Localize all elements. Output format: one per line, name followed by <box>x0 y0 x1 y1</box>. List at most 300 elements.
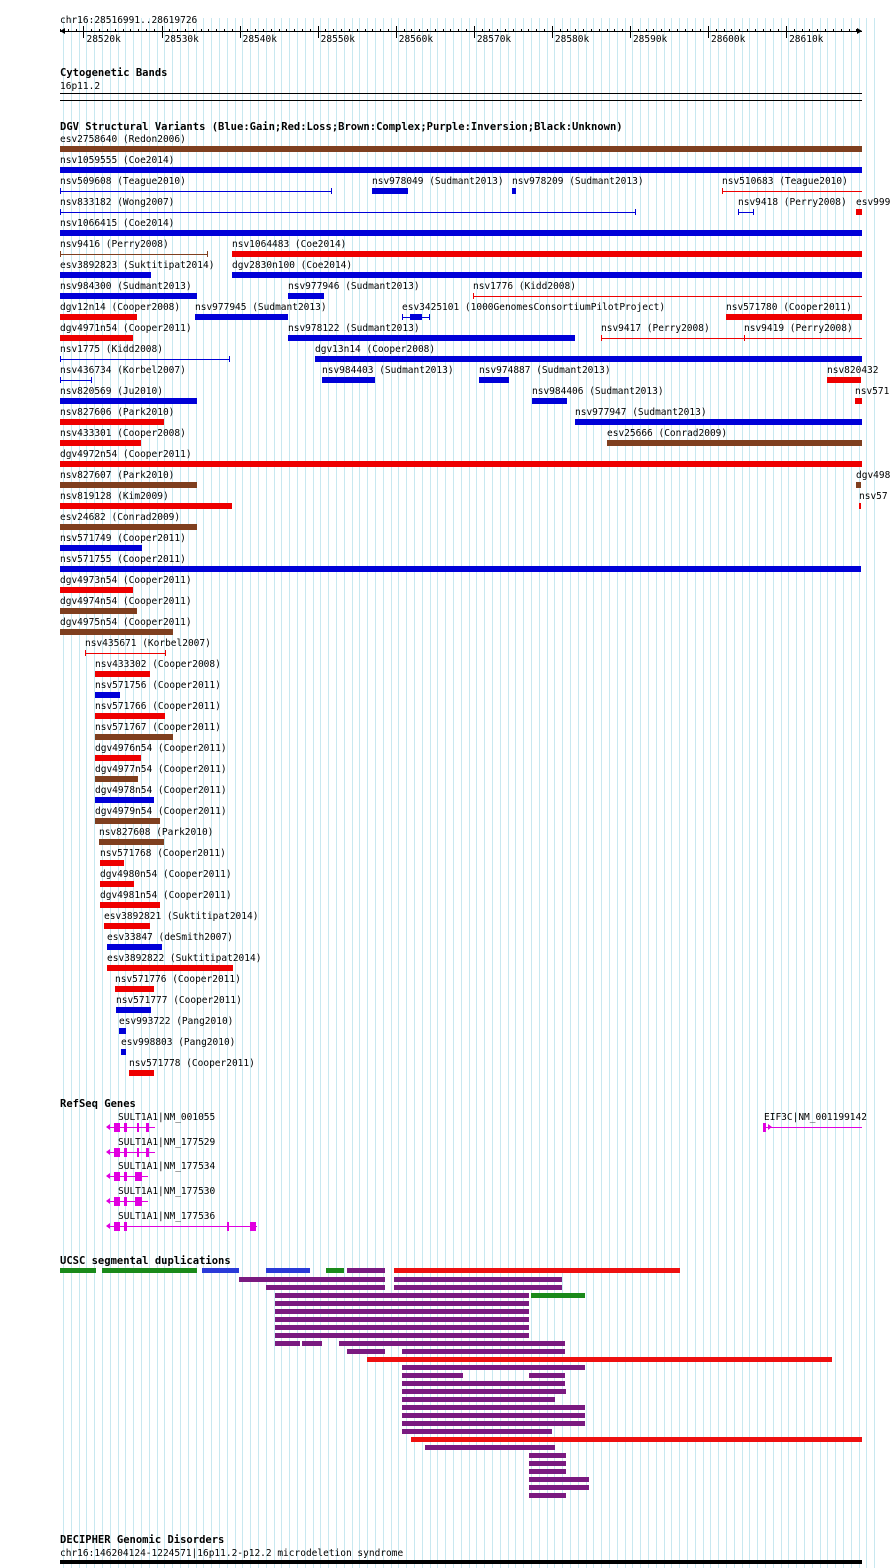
dgv-feature-label[interactable]: nsv571756 (Cooper2011) <box>95 680 221 691</box>
dgv-feature-label[interactable]: nsv827606 (Park2010) <box>60 407 175 418</box>
dgv-feature-label[interactable]: dgv2830n100 (Coe2014) <box>232 260 353 271</box>
grid-line <box>79 18 80 1568</box>
dgv-feature-bar[interactable] <box>726 314 862 320</box>
refseq-strand-arrow-left-icon <box>106 1223 110 1229</box>
segdup-blue[interactable] <box>266 1268 310 1273</box>
dgv-feature-line[interactable] <box>60 359 229 360</box>
dgv-feature-label[interactable]: dgv4980n54 (Cooper2011) <box>100 869 232 880</box>
dgv-feature-label[interactable]: dgv13n14 (Cooper2008) <box>315 344 436 355</box>
dgv-feature-label[interactable]: esv33847 (deSmith2007) <box>107 932 233 943</box>
dgv-feature-bar[interactable] <box>60 272 151 278</box>
dgv-feature-bar[interactable] <box>121 1049 126 1055</box>
ruler-tick-label: 28560k <box>398 34 434 45</box>
segdup-purple[interactable] <box>275 1333 529 1338</box>
refseq-gene-exon[interactable] <box>114 1172 120 1181</box>
ruler-minor-tick <box>388 29 389 32</box>
segdup-purple[interactable] <box>275 1325 529 1330</box>
dgv-feature-label[interactable]: nsv977945 (Sudmant2013) <box>195 302 327 313</box>
refseq-gene-exon[interactable] <box>114 1222 120 1231</box>
dgv-feature-label[interactable]: nsv978049 (Sudmant2013) <box>372 176 504 187</box>
segdup-purple[interactable] <box>394 1277 562 1282</box>
ruler-minor-tick <box>302 29 303 32</box>
refseq-gene-exon[interactable] <box>135 1197 142 1206</box>
dgv-feature-label[interactable]: dgv4978n54 (Cooper2011) <box>95 785 227 796</box>
segdup-purple[interactable] <box>275 1301 529 1306</box>
ruler-minor-tick <box>263 29 264 32</box>
segdup-purple[interactable] <box>275 1293 529 1298</box>
refseq-gene-exon[interactable] <box>114 1197 120 1206</box>
dgv-feature-label[interactable]: dgv12n14 (Cooper2008) <box>60 302 181 313</box>
ruler-minor-tick <box>419 29 420 32</box>
dgv-feature-bar[interactable] <box>95 776 138 782</box>
dgv-feature-bar[interactable] <box>95 734 173 740</box>
segdup-purple[interactable] <box>529 1485 589 1490</box>
dgv-feature-bar[interactable] <box>107 944 162 950</box>
grid-line <box>866 18 867 1568</box>
dgv-feature-line[interactable] <box>738 212 753 213</box>
dgv-feature-bar[interactable] <box>859 503 861 509</box>
segdup-purple[interactable] <box>347 1268 385 1273</box>
dgv-feature-bar[interactable] <box>232 272 862 278</box>
dgv-feature-label[interactable]: nsv820569 (Ju2010) <box>60 386 163 397</box>
dgv-feature-label[interactable]: esv3425101 (1000GenomesConsortiumPilotProject) <box>402 302 666 313</box>
ruler-minor-tick <box>185 29 186 32</box>
segdup-purple[interactable] <box>402 1381 565 1386</box>
refseq-gene-exon[interactable] <box>124 1148 127 1157</box>
ruler-minor-tick <box>825 29 826 32</box>
dgv-track-title[interactable]: DGV Structural Variants (Blue:Gain;Red:Loss;Brown:Complex;Purple:Inversion;Black:Unknown) <box>60 121 623 133</box>
dgv-feature-bar[interactable] <box>104 923 150 929</box>
dgv-feature-bar[interactable] <box>95 692 120 698</box>
dgv-feature-bar[interactable] <box>232 251 862 257</box>
dgv-feature-label[interactable]: nsv984300 (Sudmant2013) <box>60 281 192 292</box>
segdup-green[interactable] <box>326 1268 344 1273</box>
dgv-feature-bar[interactable] <box>372 188 408 194</box>
refseq-gene-exon[interactable] <box>763 1123 766 1132</box>
dgv-feature-label[interactable]: nsv571776 (Cooper2011) <box>115 974 241 985</box>
dgv-feature-bar[interactable] <box>95 713 165 719</box>
grid-line <box>86 18 87 1568</box>
dgv-feature-label[interactable]: dgv498 <box>856 470 890 481</box>
segdup-purple[interactable] <box>402 1421 585 1426</box>
dgv-feature-line[interactable] <box>722 191 862 192</box>
decipher-feature-bar[interactable] <box>60 1560 862 1564</box>
dgv-feature-label[interactable]: nsv510683 (Teague2010) <box>722 176 848 187</box>
dgv-feature-label[interactable]: nsv978122 (Sudmant2013) <box>288 323 420 334</box>
ruler-tick-label: 28580k <box>554 34 590 45</box>
dgv-feature-label[interactable]: nsv433301 (Cooper2008) <box>60 428 186 439</box>
ruler-minor-tick <box>700 29 701 32</box>
ruler-minor-tick <box>583 29 584 32</box>
ruler-minor-tick <box>794 29 795 32</box>
dgv-feature-endcap <box>331 188 332 194</box>
dgv-feature-label[interactable]: nsv833182 (Wong2007) <box>60 197 175 208</box>
dgv-feature-line[interactable] <box>60 380 91 381</box>
dgv-feature-label[interactable]: nsv571749 (Cooper2011) <box>60 533 186 544</box>
ruler-minor-tick <box>856 29 857 32</box>
dgv-feature-label[interactable]: nsv571766 (Cooper2011) <box>95 701 221 712</box>
dgv-feature-label[interactable]: dgv4974n54 (Cooper2011) <box>60 596 192 607</box>
dgv-feature-label[interactable]: dgv4981n54 (Cooper2011) <box>100 890 232 901</box>
dgv-feature-bar[interactable] <box>322 377 375 383</box>
segdup-purple[interactable] <box>239 1277 385 1282</box>
dgv-feature-label[interactable]: dgv4979n54 (Cooper2011) <box>95 806 227 817</box>
refseq-gene-exon[interactable] <box>114 1148 120 1157</box>
segdup-purple[interactable] <box>529 1493 566 1498</box>
dgv-feature-label[interactable]: nsv977946 (Sudmant2013) <box>288 281 420 292</box>
grid-line <box>63 18 64 1568</box>
dgv-feature-label[interactable]: nsv984403 (Sudmant2013) <box>322 365 454 376</box>
ruler-minor-tick <box>747 29 748 32</box>
dgv-feature-label[interactable]: dgv4972n54 (Cooper2011) <box>60 449 192 460</box>
refseq-gene-exon[interactable] <box>250 1222 256 1231</box>
dgv-feature-bar[interactable] <box>855 398 862 404</box>
segdup-red[interactable] <box>367 1357 832 1362</box>
dgv-feature-bar[interactable] <box>95 671 150 677</box>
dgv-feature-line[interactable] <box>601 338 744 339</box>
cytoband-line-bottom <box>60 100 862 101</box>
dgv-feature-bar[interactable] <box>60 440 141 446</box>
ruler-minor-tick <box>286 29 287 32</box>
dgv-feature-bar[interactable] <box>60 545 142 551</box>
dgv-feature-endcap <box>753 209 754 215</box>
refseq-gene-exon[interactable] <box>124 1222 127 1231</box>
ruler-minor-tick <box>536 29 537 32</box>
refseq-track-title[interactable]: RefSeq Genes <box>60 1098 136 1110</box>
dgv-feature-label[interactable]: nsv977947 (Sudmant2013) <box>575 407 707 418</box>
segdup-green[interactable] <box>60 1268 96 1273</box>
ruler-minor-tick <box>669 29 670 32</box>
ruler-minor-tick <box>68 29 69 32</box>
dgv-feature-bar[interactable] <box>116 1007 151 1013</box>
segdup-purple[interactable] <box>266 1285 385 1290</box>
refseq-gene-exon[interactable] <box>114 1123 120 1132</box>
ruler-minor-tick <box>99 29 100 32</box>
dgv-feature-label[interactable]: esv24682 (Conrad2009) <box>60 512 181 523</box>
decipher-item-label: chr16:14620412⁠4-1224571|16p11.2-p12.2 microdeletion syndrome <box>60 1548 404 1559</box>
dgv-feature-label[interactable]: nsv9417 (Perry2008) <box>601 323 710 334</box>
ruler-minor-tick <box>849 29 850 32</box>
ruler-minor-tick <box>138 29 139 32</box>
dgv-feature-label[interactable]: esv3892823 (Suktitipat2014) <box>60 260 215 271</box>
ruler-minor-tick <box>177 29 178 32</box>
cytoband-label: 16p11.2 <box>60 81 101 92</box>
ruler-minor-tick <box>521 29 522 32</box>
refseq-gene-exon[interactable] <box>135 1172 142 1181</box>
dgv-feature-label[interactable]: nsv571768 (Cooper2011) <box>100 848 226 859</box>
segdup-blue[interactable] <box>202 1268 239 1273</box>
dgv-feature-label[interactable]: esv3892822 (Suktitipat2014) <box>107 953 262 964</box>
dgv-feature-endcap <box>402 314 403 320</box>
ruler-minor-tick <box>716 29 717 32</box>
dgv-feature-label[interactable]: esv999 <box>856 197 890 208</box>
dgv-feature-bar[interactable] <box>95 818 160 824</box>
dgv-feature-line[interactable] <box>473 296 862 297</box>
ruler-minor-tick <box>841 29 842 32</box>
ruler-minor-tick <box>809 29 810 32</box>
ruler-minor-tick <box>325 29 326 32</box>
dgv-feature-label[interactable]: nsv57 <box>859 491 888 502</box>
dgv-feature-endcap <box>165 650 166 656</box>
dgv-feature-bar[interactable] <box>100 881 134 887</box>
ruler-minor-tick <box>482 29 483 32</box>
segdup-track-title[interactable]: UCSC segmental duplications <box>60 1255 231 1267</box>
dgv-feature-bar[interactable] <box>60 461 862 467</box>
dgv-feature-label[interactable]: nsv433302 (Cooper2008) <box>95 659 221 670</box>
dgv-feature-endcap <box>60 188 61 194</box>
dgv-feature-endcap <box>229 356 230 362</box>
dgv-feature-bar[interactable] <box>60 230 862 236</box>
segdup-purple[interactable] <box>402 1405 585 1410</box>
dgv-feature-bar[interactable] <box>60 503 232 509</box>
dgv-feature-line[interactable] <box>60 191 331 192</box>
segdup-purple[interactable] <box>347 1349 385 1354</box>
segdup-purple[interactable] <box>402 1349 565 1354</box>
dgv-feature-bar[interactable] <box>60 146 862 152</box>
dgv-feature-bar[interactable] <box>512 188 516 194</box>
ruler-tick-label: 28610k <box>789 34 824 45</box>
dgv-feature-label[interactable]: nsv436734 (Korbel2007) <box>60 365 186 376</box>
dgv-feature-label[interactable]: esv998803 (Pang2010) <box>121 1037 236 1048</box>
dgv-feature-label[interactable]: dgv4971n54 (Cooper2011) <box>60 323 192 334</box>
dgv-feature-label[interactable]: nsv9418 (Perry2008) <box>738 197 847 208</box>
segdup-green[interactable] <box>531 1293 585 1298</box>
dgv-feature-bar[interactable] <box>100 860 124 866</box>
dgv-feature-bar[interactable] <box>115 986 154 992</box>
segdup-purple[interactable] <box>402 1365 585 1370</box>
ruler-major-tick <box>552 26 553 38</box>
segdup-purple[interactable] <box>529 1477 589 1482</box>
segdup-purple[interactable] <box>275 1309 529 1314</box>
dgv-feature-label[interactable]: nsv978209 (Sudmant2013) <box>512 176 644 187</box>
dgv-feature-bar[interactable] <box>107 965 233 971</box>
dgv-feature-label[interactable]: nsv1064483 (Coe2014) <box>232 239 347 250</box>
dgv-feature-label[interactable]: nsv974887 (Sudmant2013) <box>479 365 611 376</box>
dgv-feature-bar[interactable] <box>60 524 197 530</box>
ruler-major-tick <box>630 26 631 38</box>
refseq-gene-label[interactable]: SULT1A1|NM_177534 <box>118 1161 216 1172</box>
dgv-feature-endcap <box>60 356 61 362</box>
segdup-purple[interactable] <box>339 1341 565 1346</box>
dgv-feature-label[interactable]: nsv571767 (Cooper2011) <box>95 722 221 733</box>
ruler-minor-tick <box>349 29 350 32</box>
segdup-purple[interactable] <box>402 1373 463 1378</box>
ruler-major-tick <box>83 26 84 38</box>
ruler-minor-tick <box>224 29 225 32</box>
segdup-purple[interactable] <box>275 1341 300 1346</box>
ruler-minor-tick <box>333 29 334 32</box>
segdup-red[interactable] <box>394 1268 680 1273</box>
dgv-feature-label[interactable]: esv3892821 (Suktitipat2014) <box>104 911 259 922</box>
ruler-minor-tick <box>193 29 194 32</box>
ruler-minor-tick <box>341 29 342 32</box>
refseq-gene-exon[interactable] <box>137 1148 139 1157</box>
segdup-purple[interactable] <box>529 1469 566 1474</box>
dgv-feature-line[interactable] <box>60 254 207 255</box>
dgv-feature-bar[interactable] <box>95 755 141 761</box>
ruler-minor-tick <box>505 29 506 32</box>
segdup-red[interactable] <box>411 1437 862 1442</box>
ruler-minor-tick <box>146 29 147 32</box>
refseq-gene-exon[interactable] <box>146 1148 149 1157</box>
refseq-strand-arrow-left-icon <box>106 1173 110 1179</box>
segdup-purple[interactable] <box>529 1453 566 1458</box>
segdup-purple[interactable] <box>402 1413 585 1418</box>
dgv-feature-label[interactable]: nsv1066415 (Coe2014) <box>60 218 175 229</box>
refseq-gene-exon[interactable] <box>227 1222 229 1231</box>
ruler-minor-tick <box>692 29 693 32</box>
dgv-feature-line[interactable] <box>60 212 635 213</box>
refseq-gene-label[interactable]: SULT1A1|NM_001055 <box>118 1112 216 1123</box>
dgv-feature-bar[interactable] <box>288 293 324 299</box>
dgv-feature-label[interactable]: nsv571780 (Cooper2011) <box>726 302 852 313</box>
dgv-feature-exon[interactable] <box>410 314 422 320</box>
dgv-feature-bar[interactable] <box>827 377 861 383</box>
ruler-minor-tick <box>638 29 639 32</box>
dgv-feature-label[interactable]: nsv984406 (Sudmant2013) <box>532 386 664 397</box>
ruler-minor-tick <box>279 29 280 32</box>
ruler-minor-tick <box>653 29 654 32</box>
refseq-strand-arrow-right-icon <box>768 1124 772 1130</box>
dgv-feature-label[interactable]: nsv819128 (Kim2009) <box>60 491 169 502</box>
segdup-purple[interactable] <box>529 1461 566 1466</box>
grid-line <box>227 18 228 1568</box>
ruler-minor-tick <box>458 29 459 32</box>
dgv-feature-bar[interactable] <box>856 209 862 215</box>
dgv-feature-line[interactable] <box>744 338 862 339</box>
dgv-feature-label[interactable]: nsv1059555 (Coe2014) <box>60 155 175 166</box>
ruler-tick-label: 28600k <box>711 34 746 45</box>
ruler-major-tick <box>786 26 787 38</box>
dgv-feature-bar[interactable] <box>60 335 133 341</box>
dgv-feature-bar[interactable] <box>60 314 137 320</box>
ruler-minor-tick <box>115 29 116 32</box>
refseq-gene-exon[interactable] <box>124 1172 127 1181</box>
dgv-feature-bar[interactable] <box>60 608 137 614</box>
dgv-feature-bar[interactable] <box>95 797 154 803</box>
dgv-feature-label[interactable]: nsv571778 (Cooper2011) <box>129 1058 255 1069</box>
dgv-feature-bar[interactable] <box>315 356 862 362</box>
ruler-minor-tick <box>123 29 124 32</box>
dgv-feature-label[interactable]: nsv827607 (Park2010) <box>60 470 175 481</box>
ruler-minor-tick <box>544 29 545 32</box>
refseq-gene-label[interactable]: SULT1A1|NM_177536 <box>118 1211 216 1222</box>
dgv-feature-label[interactable]: nsv9419 (Perry2008) <box>744 323 853 334</box>
refseq-gene-exon[interactable] <box>146 1123 149 1132</box>
refseq-gene-exon[interactable] <box>124 1197 127 1206</box>
dgv-feature-label[interactable]: esv25666 (Conrad2009) <box>607 428 728 439</box>
segdup-purple[interactable] <box>302 1341 322 1346</box>
dgv-feature-label[interactable]: dgv4975n54 (Cooper2011) <box>60 617 192 628</box>
cytoband-track-title[interactable]: Cytogenetic Bands <box>60 67 168 79</box>
dgv-feature-label[interactable]: esv993722 (Pang2010) <box>119 1016 234 1027</box>
dgv-feature-label[interactable]: esv2758640 (Redon2006) <box>60 134 186 145</box>
dgv-feature-bar[interactable] <box>60 419 164 425</box>
dgv-feature-line[interactable] <box>85 653 165 654</box>
refseq-gene-label[interactable]: SULT1A1|NM_177529 <box>118 1137 216 1148</box>
ruler-minor-tick <box>201 29 202 32</box>
dgv-feature-bar[interactable] <box>119 1028 126 1034</box>
dgv-feature-bar[interactable] <box>60 587 133 593</box>
refseq-gene-intron-line[interactable] <box>107 1226 257 1227</box>
dgv-feature-label[interactable]: dgv4977n54 (Cooper2011) <box>95 764 227 775</box>
dgv-feature-bar[interactable] <box>532 398 567 404</box>
segdup-purple[interactable] <box>394 1285 562 1290</box>
ruler-minor-tick <box>622 29 623 32</box>
dgv-feature-label[interactable]: nsv509608 (Teague2010) <box>60 176 186 187</box>
refseq-gene-exon[interactable] <box>124 1123 127 1132</box>
refseq-strand-arrow-left-icon <box>106 1198 110 1204</box>
dgv-feature-label[interactable]: dgv4976n54 (Cooper2011) <box>95 743 227 754</box>
segdup-green[interactable] <box>102 1268 197 1273</box>
dgv-feature-label[interactable]: nsv1775 (Kidd2008) <box>60 344 163 355</box>
dgv-feature-label[interactable]: nsv827608 (Park2010) <box>99 827 214 838</box>
dgv-feature-bar[interactable] <box>60 398 197 404</box>
segdup-purple[interactable] <box>529 1373 565 1378</box>
dgv-feature-label[interactable]: dgv4973n54 (Cooper2011) <box>60 575 192 586</box>
dgv-feature-endcap <box>635 209 636 215</box>
dgv-feature-bar[interactable] <box>129 1070 154 1076</box>
ruler-minor-tick <box>685 29 686 32</box>
dgv-feature-label[interactable]: nsv435671 (Korbel2007) <box>85 638 211 649</box>
dgv-feature-bar[interactable] <box>100 902 160 908</box>
ruler-tick-label: 28590k <box>632 34 668 45</box>
dgv-feature-bar[interactable] <box>607 440 862 446</box>
dgv-feature-label[interactable]: nsv820432 <box>827 365 879 376</box>
dgv-feature-endcap <box>473 293 474 299</box>
dgv-feature-bar[interactable] <box>288 335 575 341</box>
dgv-feature-bar[interactable] <box>60 167 862 173</box>
ruler-minor-tick <box>607 29 608 32</box>
dgv-feature-bar[interactable] <box>195 314 288 320</box>
dgv-feature-bar[interactable] <box>60 293 197 299</box>
refseq-gene-intron-line[interactable] <box>763 1127 862 1128</box>
ruler-minor-tick <box>216 29 217 32</box>
refseq-gene-label[interactable]: SULT1A1|NM_177530 <box>118 1186 216 1197</box>
ruler-major-tick <box>240 26 241 38</box>
ruler-minor-tick <box>466 29 467 32</box>
dgv-feature-bar[interactable] <box>856 482 861 488</box>
ruler-minor-tick <box>497 29 498 32</box>
dgv-feature-label[interactable]: nsv571755 (Cooper2011) <box>60 554 186 565</box>
ruler-minor-tick <box>411 29 412 32</box>
segdup-purple[interactable] <box>402 1389 566 1394</box>
ruler-major-tick <box>162 26 163 38</box>
dgv-feature-bar[interactable] <box>60 566 861 572</box>
cytoband-line <box>60 93 862 94</box>
dgv-feature-bar[interactable] <box>479 377 509 383</box>
dgv-feature-bar[interactable] <box>60 482 197 488</box>
segdup-purple[interactable] <box>425 1445 555 1450</box>
dgv-feature-label[interactable]: nsv9416 (Perry2008) <box>60 239 169 250</box>
dgv-feature-bar[interactable] <box>99 839 164 845</box>
decipher-track-title[interactable]: DECIPHER Genomic Disorders <box>60 1534 225 1546</box>
segdup-purple[interactable] <box>275 1317 529 1322</box>
dgv-feature-label[interactable]: nsv571777 (Cooper2011) <box>116 995 242 1006</box>
dgv-feature-bar[interactable] <box>575 419 862 425</box>
segdup-purple[interactable] <box>402 1429 552 1434</box>
dgv-feature-label[interactable]: nsv1776 (Kidd2008) <box>473 281 576 292</box>
refseq-gene-label[interactable]: EIF3C|NM_001199142 <box>764 1112 867 1123</box>
ruler-minor-tick <box>755 29 756 32</box>
ruler-minor-tick <box>435 29 436 32</box>
segdup-purple[interactable] <box>402 1397 555 1402</box>
dgv-feature-endcap <box>60 377 61 383</box>
ruler-minor-tick <box>817 29 818 32</box>
dgv-feature-bar[interactable] <box>60 629 173 635</box>
dgv-feature-label[interactable]: nsv571 <box>855 386 890 397</box>
refseq-gene-exon[interactable] <box>137 1123 139 1132</box>
